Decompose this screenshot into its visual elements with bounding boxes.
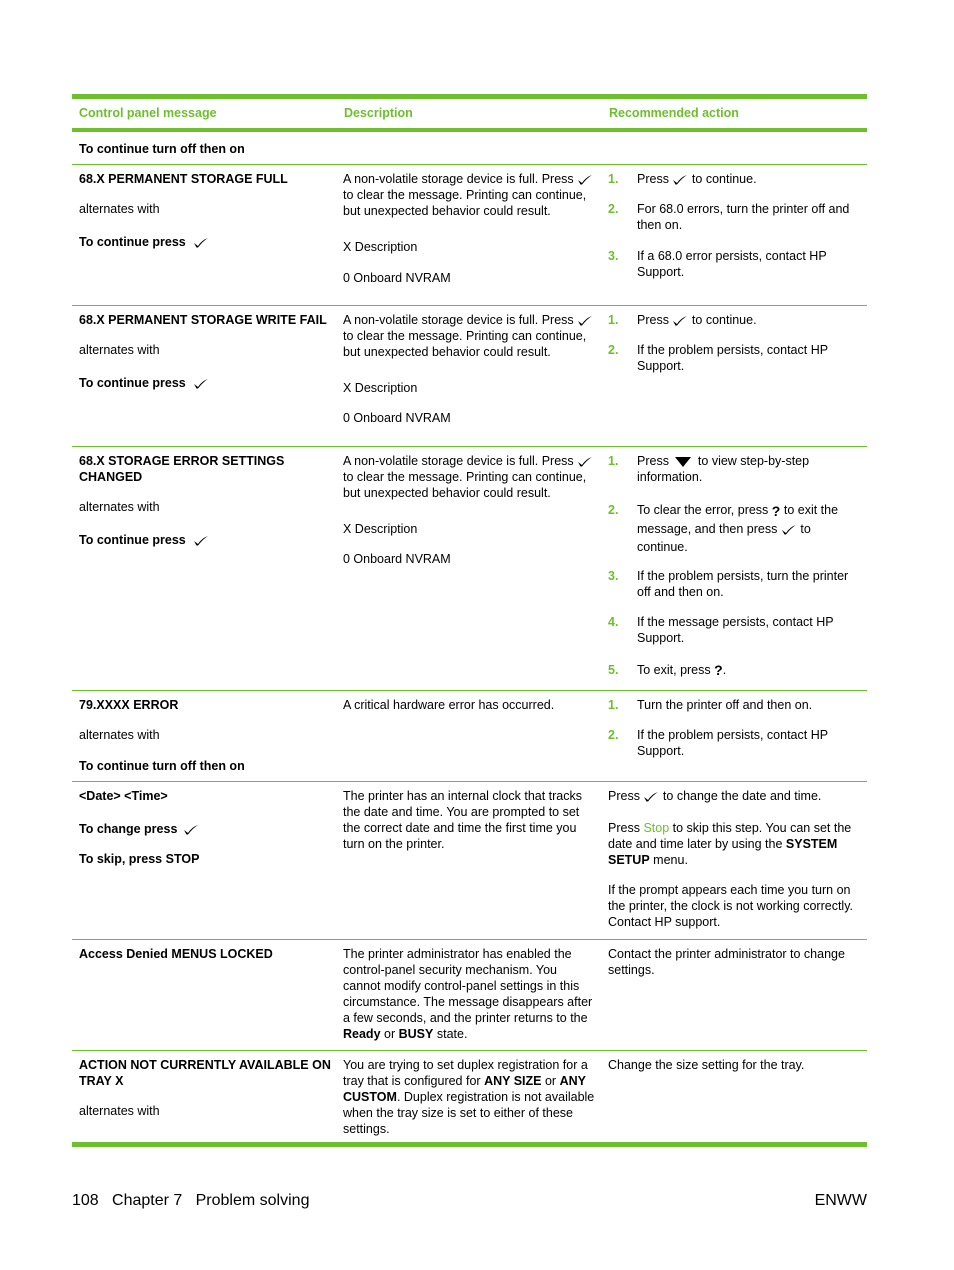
change-label: To change press	[79, 822, 178, 836]
alternates-text: alternates with	[79, 343, 160, 357]
checkmark-icon	[193, 237, 209, 248]
description-part: or	[384, 1027, 396, 1041]
description-text	[343, 312, 596, 360]
checkmark-icon	[193, 378, 209, 389]
step-text	[637, 171, 861, 187]
action-part: Press	[608, 789, 640, 803]
description-x: X Description	[343, 381, 418, 395]
action-part: Press	[608, 821, 640, 835]
change-text	[79, 821, 331, 837]
step-part: To exit, press	[637, 662, 711, 677]
cell-message	[72, 691, 337, 781]
description-x: X Description	[343, 522, 418, 536]
step-2	[608, 501, 861, 556]
checkmark-icon	[183, 824, 199, 835]
cell-description	[337, 691, 602, 781]
description-part: A non-volatile storage device is full. Press	[343, 313, 574, 327]
checkmark-icon	[781, 524, 797, 535]
step-3	[608, 248, 861, 280]
continue-label: To continue press	[79, 376, 186, 390]
description-text	[343, 453, 596, 501]
description-text	[343, 171, 596, 219]
step-part: Press	[637, 454, 669, 468]
step-number: 1.	[608, 172, 619, 186]
down-arrow-icon	[674, 456, 692, 468]
table-row	[72, 132, 867, 165]
cell-action	[602, 691, 867, 781]
table-row	[72, 1051, 867, 1142]
description-text: A critical hardware error has occurred.	[343, 698, 555, 712]
checkmark-icon	[672, 315, 688, 326]
action-text: Change the size setting for the tray.	[608, 1058, 805, 1072]
message-text: ACTION NOT CURRENTLY AVAILABLE ON TRAY X	[79, 1058, 331, 1088]
step-text: If the problem persists, contact HP Support.	[637, 343, 828, 373]
step-2	[608, 342, 861, 374]
step-text	[637, 501, 861, 556]
table-row	[72, 691, 867, 782]
footer-enww: ENWW	[814, 1192, 867, 1209]
continue-label: To continue press	[79, 235, 186, 249]
checkmark-icon	[643, 791, 659, 802]
alternates-text: alternates with	[79, 500, 160, 514]
description-part: A non-volatile storage device is full. Press	[343, 454, 574, 468]
cell-message	[72, 306, 337, 446]
continue-text	[79, 375, 331, 391]
help-icon: ?	[714, 662, 723, 679]
cell-action	[602, 447, 867, 690]
message-text: 68.X STORAGE ERROR SETTINGS CHANGED	[79, 454, 285, 484]
step-1	[608, 697, 861, 713]
step-text: If the message persists, contact HP Support.	[637, 614, 834, 645]
system-setup-label: SYSTEM SETUP	[608, 837, 838, 867]
action-part: menu.	[653, 853, 688, 867]
action-text: Contact the printer administrator to change settings.	[608, 947, 845, 977]
action-skip	[608, 820, 861, 868]
footer-page-info: 108 Chapter 7 Problem solving	[72, 1192, 310, 1209]
description-nvram: 0 Onboard NVRAM	[343, 271, 451, 285]
step-number: 3.	[608, 568, 619, 583]
cell-description	[337, 132, 602, 164]
cell-message	[72, 940, 337, 1050]
alternates-text: alternates with	[79, 1104, 160, 1118]
busy-label: BUSY	[398, 1027, 434, 1041]
table-row	[72, 165, 867, 306]
step-2	[608, 727, 861, 759]
skip-text: To skip, press STOP	[79, 852, 200, 866]
cell-message	[72, 132, 337, 164]
step-text	[637, 312, 861, 328]
continue-label: To continue press	[79, 533, 186, 547]
message-text: To continue turn off then on	[79, 142, 245, 156]
description-text: The printer has an internal clock that tracks the date and time. You are prompted to set the correct date and time the first time you turn on the printer.	[343, 789, 583, 851]
checkmark-icon	[577, 174, 593, 185]
action-part: to change the date and time.	[662, 789, 822, 803]
step-number: 1.	[608, 454, 619, 468]
step-text: Turn the printer off and then on.	[637, 698, 813, 712]
step-part: Press	[637, 172, 669, 186]
alternates-text: alternates with	[79, 202, 160, 216]
step-text: If the problem persists, turn the printer off and then on.	[637, 568, 849, 599]
step-text: For 68.0 errors, turn the printer off and then on.	[637, 202, 850, 232]
step-number: 3.	[608, 249, 619, 263]
action-change	[608, 788, 861, 804]
message-text: 68.X PERMANENT STORAGE FULL	[79, 172, 288, 186]
any-size-label: ANY SIZE	[484, 1074, 542, 1088]
ready-label: Ready	[343, 1027, 381, 1041]
cell-message	[72, 165, 337, 305]
checkmark-icon	[577, 315, 593, 326]
table-row	[72, 447, 867, 691]
cell-action	[602, 940, 867, 1050]
cell-description	[337, 782, 602, 939]
description-x: X Description	[343, 240, 418, 254]
stop-link: Stop	[643, 821, 670, 835]
cell-action	[602, 132, 867, 164]
continue-text	[79, 532, 331, 548]
alternates-text: alternates with	[79, 728, 160, 742]
cell-description	[337, 447, 602, 690]
step-part: to exit the message, and then press	[637, 503, 839, 536]
description-part: A non-volatile storage device is full. Press	[343, 172, 574, 186]
step-number: 2.	[608, 728, 619, 742]
description-text	[343, 946, 596, 1042]
description-part: to clear the message. Printing can continue, but unexpected behavior could result.	[343, 188, 587, 218]
step-4	[608, 614, 861, 646]
description-nvram: 0 Onboard NVRAM	[343, 552, 451, 566]
cell-description	[337, 165, 602, 305]
step-number: 2.	[608, 503, 619, 517]
header-control-panel-message: Control panel message	[79, 106, 217, 120]
step-5	[608, 662, 861, 679]
description-part: You are trying to set duplex registration for a tray that is configured for	[343, 1058, 588, 1088]
description-nvram: 0 Onboard NVRAM	[343, 411, 451, 425]
cell-action	[602, 1051, 867, 1142]
table-row	[72, 306, 867, 447]
step-part: to view step-by-step information.	[637, 454, 810, 484]
action-part: to skip this step. You can set the date and time later by using the	[608, 821, 852, 851]
step-number: 2.	[608, 343, 619, 357]
continue-text: To continue turn off then on	[79, 759, 245, 773]
cell-message	[72, 782, 337, 939]
description-part: . Duplex registration is not available when the tray size is set to either of these settings.	[343, 1090, 595, 1136]
header-description: Description	[344, 106, 413, 120]
step-3	[608, 568, 861, 600]
checkmark-icon	[577, 456, 593, 467]
cell-message	[72, 447, 337, 690]
continue-text	[79, 234, 331, 250]
step-number: 2.	[608, 202, 619, 216]
cell-action	[602, 306, 867, 446]
step-number: 1.	[608, 313, 619, 327]
step-part: to continue.	[637, 521, 811, 554]
table-row	[72, 782, 867, 940]
table-row	[72, 940, 867, 1051]
step-part: .	[722, 662, 727, 677]
message-text: Access Denied MENUS LOCKED	[79, 947, 273, 961]
message-text: 79.XXXX ERROR	[79, 698, 179, 712]
description-part: to clear the message. Printing can continue, but unexpected behavior could result.	[343, 329, 587, 359]
step-part: Press	[637, 313, 669, 327]
step-text	[637, 453, 861, 485]
step-1	[608, 312, 861, 328]
description-part: or	[544, 1074, 557, 1088]
message-table	[72, 94, 867, 1147]
step-part: to continue.	[691, 172, 757, 186]
description-part: The printer administrator has enabled the control-panel security mechanism. You cannot modify control-panel settings in this circumstance. The message disappears after a few seconds, and the printer returns to the	[343, 947, 593, 1025]
step-text: If a 68.0 error persists, contact HP Support.	[637, 249, 827, 279]
cell-message	[72, 1051, 337, 1142]
cell-description	[337, 940, 602, 1050]
step-number: 1.	[608, 698, 619, 712]
table-header	[72, 99, 867, 132]
step-1	[608, 453, 861, 485]
checkmark-icon	[193, 535, 209, 546]
any-custom-label: ANY CUSTOM	[343, 1074, 586, 1104]
cell-description	[337, 1051, 602, 1142]
step-part: To clear the error, press	[637, 503, 769, 517]
checkmark-icon	[672, 174, 688, 185]
message-text: 68.X PERMANENT STORAGE WRITE FAIL	[79, 313, 327, 327]
description-part: to clear the message. Printing can continue, but unexpected behavior could result.	[343, 470, 587, 500]
help-icon: ?	[771, 502, 781, 519]
step-number: 4.	[608, 614, 619, 629]
description-part: state.	[436, 1027, 468, 1041]
step-part: to continue.	[691, 313, 757, 327]
message-text: <Date> <Time>	[79, 789, 168, 803]
step-2	[608, 201, 861, 233]
step-text	[637, 662, 861, 679]
cell-description	[337, 306, 602, 446]
header-recommended-action: Recommended action	[609, 106, 739, 120]
action-clock: If the prompt appears each time you turn on the printer, the clock is not working correctly. Contact HP support.	[608, 883, 854, 929]
description-text	[343, 1057, 596, 1137]
step-1	[608, 171, 861, 187]
step-text: If the problem persists, contact HP Support.	[637, 728, 828, 758]
cell-action	[602, 782, 867, 939]
cell-action	[602, 165, 867, 305]
step-number: 5.	[608, 662, 619, 677]
